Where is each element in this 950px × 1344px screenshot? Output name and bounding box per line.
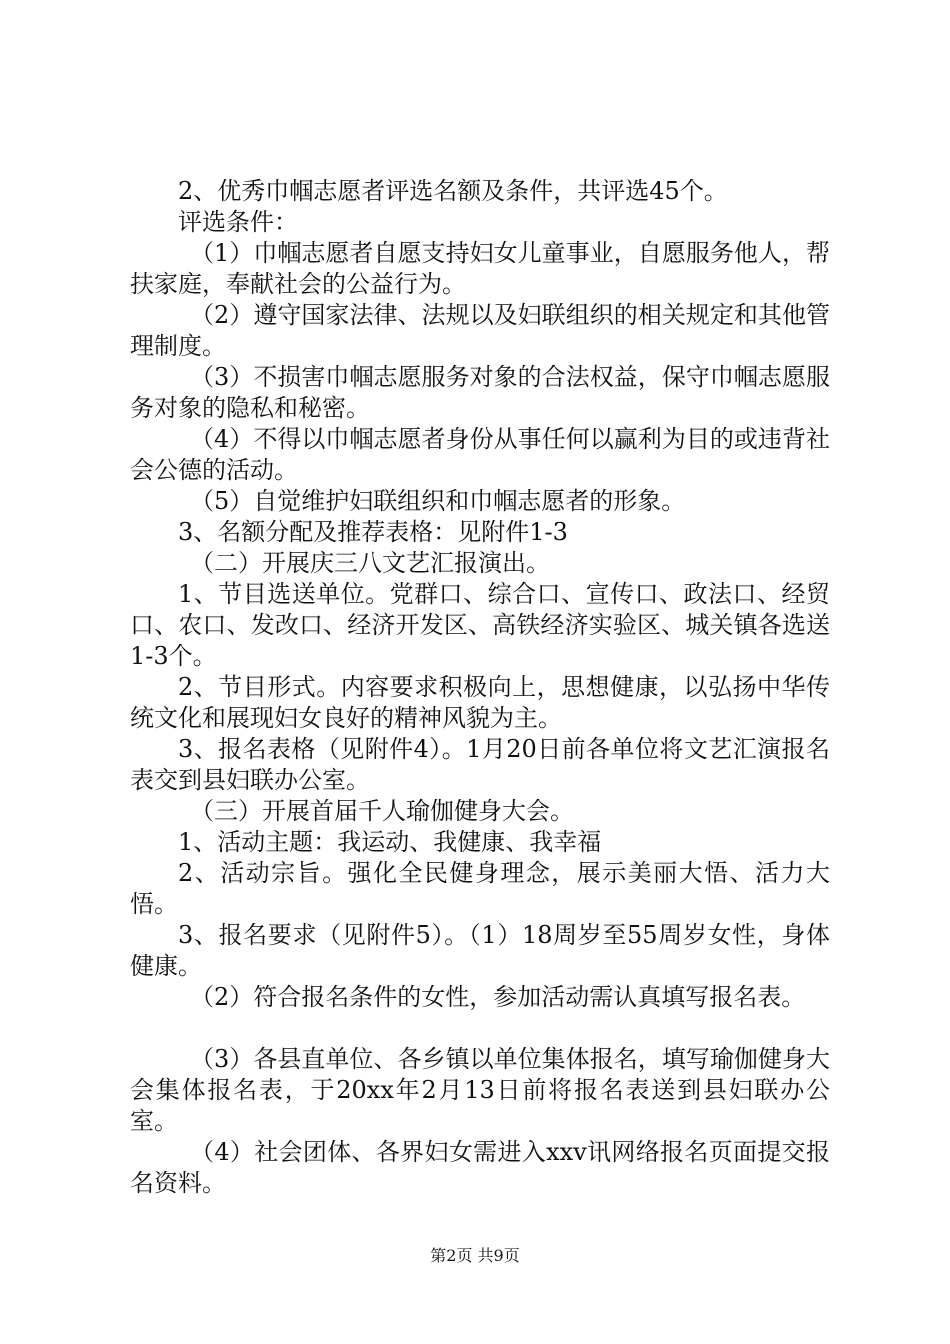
paragraph: （3）各县直单位、各乡镇以单位集体报名，填写瑜伽健身大会集体报名表，于20xx年2月13日前将报名表送到县妇联办公室。 — [130, 1045, 830, 1135]
paragraph: （3）不损害巾帼志愿服务对象的合法权益，保守巾帼志愿服务对象的隐私和秘密。 — [130, 363, 830, 422]
paragraph: （1）巾帼志愿者自愿支持妇女儿童事业，自愿服务他人，帮扶家庭，奉献社会的公益行为。 — [130, 239, 830, 298]
paragraph: （三）开展首届千人瑜伽健身大会。 — [190, 797, 574, 825]
paragraph: 评选条件： — [178, 208, 298, 236]
blank-line — [130, 1013, 830, 1044]
paragraph: 3、名额分配及推荐表格：见附件1-3 — [178, 518, 568, 546]
paragraph: 3、报名表格（见附件4）。1月20日前各单位将文艺汇演报名表交到县妇联办公室。 — [130, 735, 830, 794]
paragraph: （2）遵守国家法律、法规以及妇联组织的相关规定和其他管理制度。 — [130, 301, 830, 360]
paragraph: 2、优秀巾帼志愿者评选名额及条件，共评选45个。 — [178, 177, 728, 205]
paragraph: （4）不得以巾帼志愿者身份从事任何以赢利为目的或违背社会公德的活动。 — [130, 425, 830, 484]
paragraph: （2）符合报名条件的女性，参加活动需认真填写报名表。 — [190, 983, 806, 1011]
page-footer: 第2页 共9页 — [430, 1246, 520, 1265]
document-body — [130, 176, 830, 1199]
paragraph: 2、节目形式。内容要求积极向上，思想健康，以弘扬中华传统文化和展现妇女良好的精神风貌为主。 — [130, 673, 830, 732]
paragraph: 1、节目选送单位。党群口、综合口、宣传口、政法口、经贸口、农口、发改口、经济开发区、高铁经济实验区、城关镇各选送1-3个。 — [130, 580, 830, 670]
paragraph: 3、报名要求（见附件5）。（1）18周岁至55周岁女性，身体健康。 — [130, 921, 830, 980]
paragraph: （5）自觉维护妇联组织和巾帼志愿者的形象。 — [190, 487, 686, 515]
paragraph: 1、活动主题：我运动、我健康、我幸福 — [178, 828, 602, 856]
paragraph: 2、活动宗旨。强化全民健身理念，展示美丽大悟、活力大悟。 — [130, 859, 830, 918]
paragraph: （二）开展庆三八文艺汇报演出。 — [190, 549, 550, 577]
paragraph: （4）社会团体、各界妇女需进入xxv讯网络报名页面提交报名资料。 — [130, 1138, 830, 1197]
